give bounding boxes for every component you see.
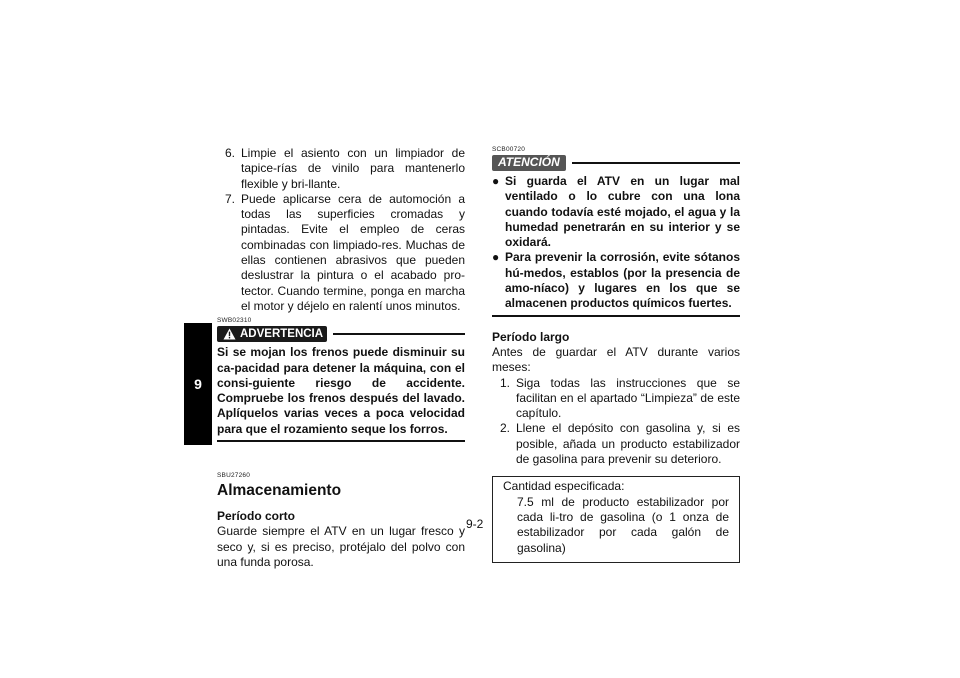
- list-item: [492, 174, 740, 250]
- warning-badge: [217, 326, 327, 342]
- warning-header: [217, 326, 465, 342]
- step-number: 7.: [225, 191, 236, 206]
- warning-triangle-icon: [223, 328, 236, 340]
- storage-steps-list: [492, 376, 740, 468]
- left-column: [217, 146, 465, 570]
- right-column: [492, 146, 740, 563]
- step-number: 6.: [225, 146, 236, 160]
- spec-label: Cantidad especificada:: [503, 479, 625, 494]
- step-text: Siga todas las instrucciones que se facilitan en el apartado “Limpieza” de este capítulo.: [516, 375, 740, 421]
- long-term-intro: Antes de guardar el ATV durante varios meses:: [492, 344, 740, 375]
- warning-code: SWB02310: [217, 317, 252, 325]
- step-text: Llene el depósito con gasolina y, si es posible, añada un producto estabilizador de gasolina para prevenir su deterioro.: [516, 421, 740, 467]
- caution-code: SCB00720: [492, 146, 526, 153]
- caution-rule: [572, 162, 740, 164]
- warning-label: ADVERTENCIA: [240, 327, 324, 340]
- list-item: [217, 192, 465, 314]
- short-term-title: Período corto: [217, 509, 296, 524]
- warning-text: Si se mojan los frenos puede disminuir su ca-pacidad para detener la máquina, con el consi-guiente riesgo de accidente. Compruebe los frenos después del lavado. Aplíquelos varias veces a poca velocidad para que el rozamiento seque los forros.: [217, 345, 465, 436]
- cleaning-steps-list: [217, 146, 465, 314]
- caution-header: [492, 155, 740, 171]
- caution-text: Para prevenir la corrosión, evite sótanos hú-medos, establos (por la presencia de amo-níaco) y lugares en los que se almacenen productos químicos fuertes.: [505, 250, 740, 311]
- step-text: Puede aplicarse cera de automoción a todas las superficies cromadas y pintadas. Evite el empleo de ceras combinadas con limpiado-res. Muchas de ellas contienen abrasivos que pueden deslustrar la pintura o el acabado pro-tector. Cuando termine, ponga en marcha el motor y déjelo en ralentí unos minutos.: [241, 191, 465, 313]
- caution-text: Si guarda el ATV en un lugar mal ventilado o lo cubre con una lona cuando todavía esté mojado, el agua y la humedad penetrarán en su interior y se oxidará.: [505, 174, 740, 250]
- caution-end-rule: [492, 315, 740, 317]
- long-term-title: Período largo: [492, 329, 570, 344]
- spec-value: 7.5 ml de producto estabilizador por cada li-tro de gasolina (o 1 onza de estabilizador por cada galón de gasolina): [517, 494, 729, 555]
- list-item: [492, 376, 740, 422]
- caution-list: [492, 174, 740, 312]
- specification-box: [492, 476, 740, 562]
- warning-rule: [333, 333, 465, 335]
- list-item: [492, 250, 740, 311]
- section-code: SBU27260: [217, 472, 251, 480]
- bullet-icon: ●: [492, 250, 500, 265]
- bullet-icon: ●: [492, 174, 500, 188]
- step-number: 2.: [500, 421, 511, 436]
- page-number: 9-2: [466, 517, 484, 531]
- section-title: Almacenamiento: [217, 482, 342, 500]
- chapter-tab: 9: [184, 323, 212, 445]
- caution-badge: ATENCIÓN: [492, 155, 566, 171]
- list-item: [492, 421, 740, 467]
- step-text: Limpie el asiento con un limpiador de tapice-rías de vinilo para mantenerlo flexible y bri-llante.: [241, 146, 465, 191]
- short-term-text: Guarde siempre el ATV en un lugar fresco y seco y, si es preciso, protéjalo del polvo con una funda porosa.: [217, 524, 465, 569]
- step-number: 1.: [500, 375, 511, 390]
- list-item: [217, 146, 465, 192]
- warning-end-rule: [217, 440, 465, 442]
